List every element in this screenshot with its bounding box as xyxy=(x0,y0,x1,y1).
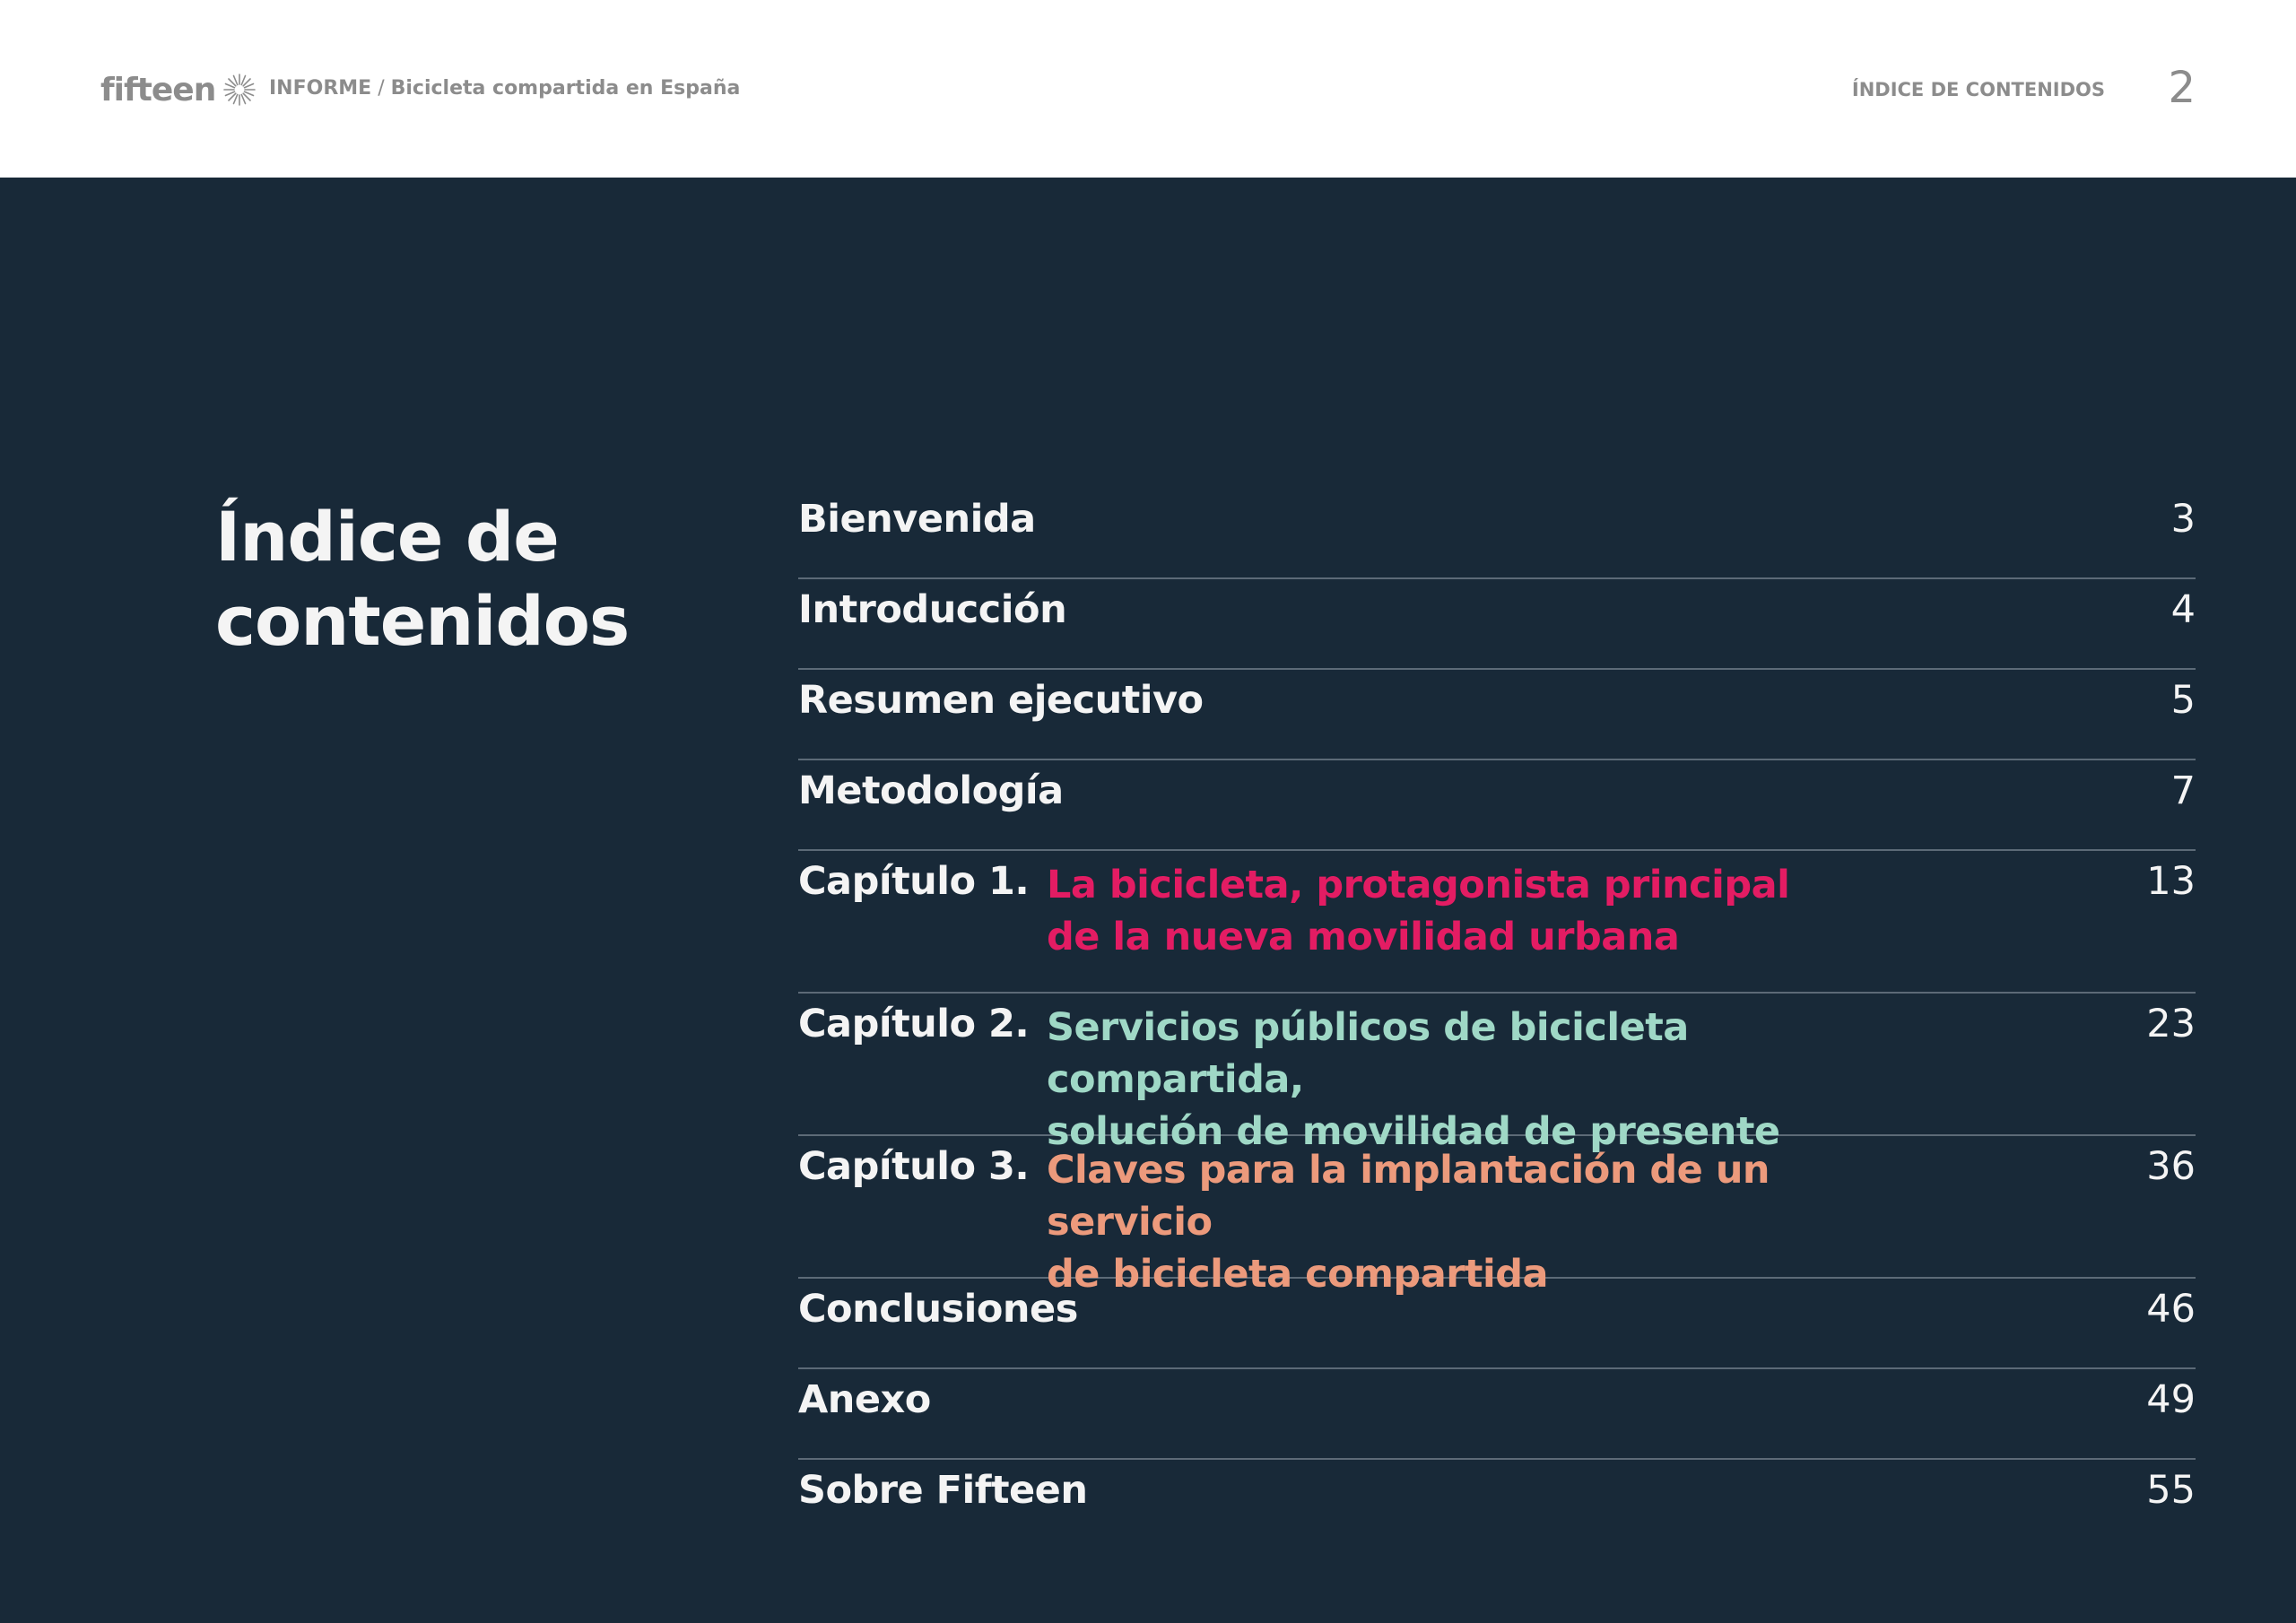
toc-item-label: Capítulo 3. xyxy=(798,1144,1030,1189)
breadcrumb xyxy=(269,77,740,100)
toc-item-page: 5 xyxy=(2170,678,2196,723)
toc-item-label: Metodología xyxy=(798,768,1064,813)
toc-item-page: 36 xyxy=(2146,1144,2196,1189)
breadcrumb-separator: / xyxy=(371,77,391,100)
chapter-title xyxy=(1047,1144,1944,1300)
toc-item-label: Capítulo 2. xyxy=(798,1002,1030,1046)
toc-item-capitulo-1[interactable] xyxy=(798,851,2196,994)
toc-item-page: 7 xyxy=(2170,768,2196,813)
toc-item-page: 13 xyxy=(2146,859,2196,904)
chapter-title-line1: Claves para la implantación de un servicio xyxy=(1047,1148,1770,1245)
chapter-title-line2: de bicicleta compartida xyxy=(1047,1252,1549,1297)
toc-item-page: 4 xyxy=(2170,587,2196,632)
page-header xyxy=(0,0,2296,178)
fifteen-logo xyxy=(100,66,258,113)
chapter-title-line1: La bicicleta, protagonista principal xyxy=(1047,863,1790,907)
toc-item-label: Sobre Fifteen xyxy=(798,1468,1088,1513)
toc-item-bienvenida[interactable] xyxy=(798,489,2196,579)
page-title-line2: contenidos xyxy=(215,581,630,661)
toc-item-label: Capítulo 1. xyxy=(798,859,1030,904)
toc-item-conclusiones[interactable] xyxy=(798,1279,2196,1369)
page-title-line1: Índice de xyxy=(215,497,559,577)
page-number: 2 xyxy=(2168,63,2196,113)
breadcrumb-prefix: INFORME xyxy=(269,77,372,100)
toc-item-metodologia[interactable] xyxy=(798,760,2196,851)
toc-item-page: 3 xyxy=(2170,497,2196,542)
toc-item-label: Conclusiones xyxy=(798,1287,1078,1332)
starburst-icon xyxy=(221,71,258,108)
toc-item-page: 46 xyxy=(2146,1287,2196,1332)
toc-item-sobre-fifteen[interactable] xyxy=(798,1460,2196,1550)
toc-item-capitulo-2[interactable] xyxy=(798,994,2196,1154)
breadcrumb-title: Bicicleta compartida en España xyxy=(390,77,741,100)
toc-item-label: Bienvenida xyxy=(798,497,1036,542)
chapter-title-line2: solución de movilidad de presente xyxy=(1047,1109,1780,1154)
toc-item-resumen-ejecutivo[interactable] xyxy=(798,670,2196,760)
toc-item-page: 55 xyxy=(2146,1468,2196,1513)
toc-item-capitulo-3[interactable] xyxy=(798,1136,2196,1297)
toc-item-page: 49 xyxy=(2146,1377,2196,1422)
chapter-title xyxy=(1047,1002,1944,1158)
toc-item-label: Anexo xyxy=(798,1377,931,1422)
chapter-title xyxy=(1047,859,1944,963)
chapter-title-line1: Servicios públicos de bicicleta compartida, xyxy=(1047,1005,1689,1102)
table-of-contents xyxy=(798,489,2196,1550)
toc-item-label: Introducción xyxy=(798,587,1067,632)
chapter-title-line2: de la nueva movilidad urbana xyxy=(1047,915,1680,959)
toc-item-anexo[interactable] xyxy=(798,1369,2196,1460)
toc-item-label: Resumen ejecutivo xyxy=(798,678,1204,723)
section-label: ÍNDICE DE CONTENIDOS xyxy=(1851,79,2105,100)
page-title xyxy=(215,495,682,664)
logo-wordmark: fifteen xyxy=(100,71,216,108)
toc-item-page: 23 xyxy=(2146,1002,2196,1046)
toc-item-introduccion[interactable] xyxy=(798,579,2196,670)
